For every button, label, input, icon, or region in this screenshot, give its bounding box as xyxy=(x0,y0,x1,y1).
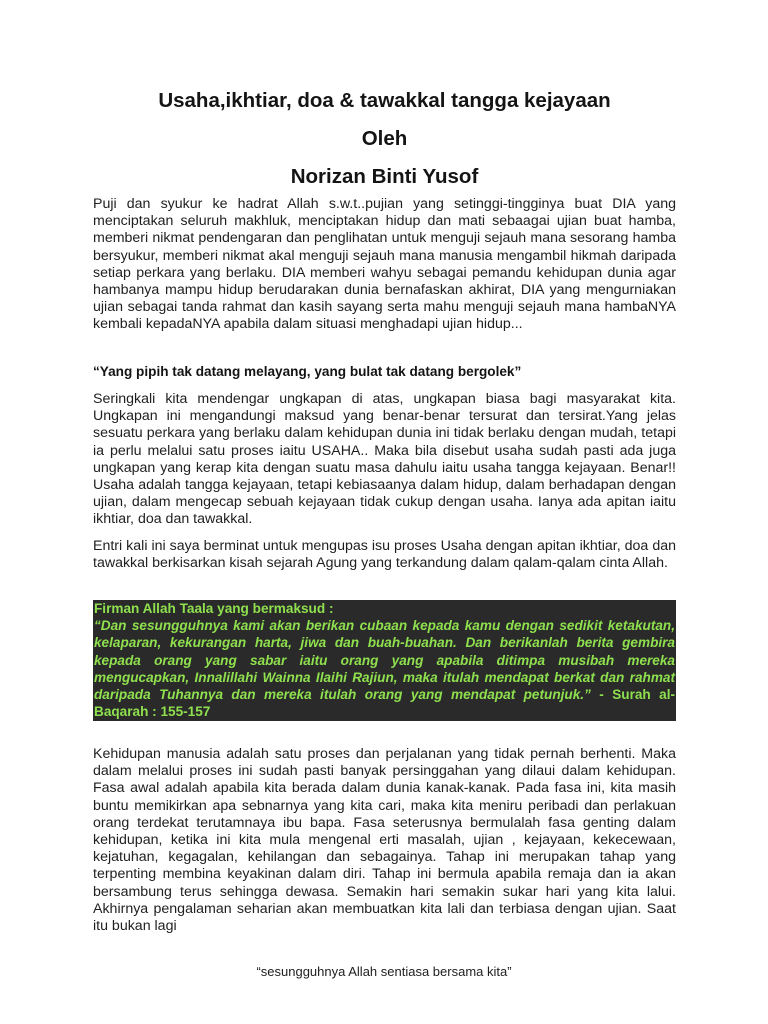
verse-source: - Surah al-Baqarah : 155-157 xyxy=(94,687,676,720)
verse-text: “Dan sesungguhnya kami akan berikan cubaan kepada kamu dengan sedikit ketakutan, kelaparan, kekurangan harta, jiwa dan buah-buahan. Dan berikanlah berita gembira kepada orang yang sabar iaitu orang yang apabila ditimpa musibah mereka mengucapkan, Innalillahi Wainna Ilaihi Rajiun, maka itulah mendapat berkat dan rahmat daripada Tuhannya dan mereka itulah orang yang mendapat petunjuk.” xyxy=(94,618,675,703)
document-title: Usaha,ikhtiar, doa & tawakkal tangga kejayaan xyxy=(158,89,611,112)
verse-heading: Firman Allah Taala yang bermaksud : xyxy=(94,601,334,616)
quran-verse-block xyxy=(93,600,676,721)
body-paragraph-3: Entri kali ini saya berminat untuk mengupas isu proses Usaha dengan apitan ikhtiar, doa dan tawakkal berkisarkan kisah sejarah Agung yang terkandung dalam qalam-qalam cinta Allah. xyxy=(93,538,676,572)
author-name: Norizan Binti Yusof xyxy=(290,165,479,188)
page-footer: “sesungguhnya Allah sentiasa bersama kita” xyxy=(256,964,512,979)
proverb-quote: “Yang pipih tak datang melayang, yang bulat tak datang bergolek” xyxy=(93,364,522,379)
body-paragraph-2: Seringkali kita mendengar ungkapan di atas, ungkapan biasa bagi masyarakat kita. Ungkapan ini mengandungi maksud yang benar-benar tersurat dan tersirat.Yang jelas sesuatu perkara yang berlaku dalam kehidupan dunia ini tidak berlaku dengan mudah, tetapi ia perlu melalui satu proses iaitu USAHA.. Maka bila disebut usaha sudah pasti ada juga ungkapan yang kerap kita dengan suatu masa dahulu iaitu usaha tangga kejayaan. Benar!! Usaha adalah tangga kejayaan, tetapi kebiasaanya dalam hidup, dalam berhadapan dengan ujian, dalam mengecap sebuah kejayaan tidak cukup dengan usaha. Ianya ada apitan iaitu ikhtiar, doa dan tawakkal. xyxy=(93,391,676,528)
body-paragraph-4: Kehidupan manusia adalah satu proses dan perjalanan yang tidak pernah berhenti. Maka dalam melalui proses ini sudah pasti banyak persinggahan yang dilaui dalam kehidupan. Fasa awal adalah apabila kita berada dalam dunia kanak-kanak. Pada fasa ini, kita masih buntu memikirkan apa sebnarnya yang kita cari, maka kita meniru peribadi dan perlakuan orang terdekat terutamnaya ibu bapa. Fasa seterusnya bermulalah fasa genting dalam kehidupan, ketika ini kita mula mengenal erti masalah, ujian , kejayaan, kekecewaan, kejatuhan, kegagalan, kehilangan dan sebagainya. Tahap ini merupakan tahap yang terpenting membina keyakinan dalam diri. Tahap ini bermula apabila remaja dan ia akan bersambung terus sehingga dewasa. Semakin hari semakin sukar hari yang kita lalui. Akhirnya pengalaman seharian akan membuatkan kita lali dan terbiasa dengan ujian. Saat itu bukan lagi xyxy=(93,746,676,935)
byline-label: Oleh xyxy=(361,127,408,150)
intro-paragraph: Puji dan syukur ke hadrat Allah s.w.t..pujian yang setinggi-tingginya buat DIA yang menciptakan seluruh makhluk, menciptakan hidup dan mati sebaagai ujian buat hamba, memberi nikmat pendengaran dan penglihatan untuk menguji sejauh mana sesorang hamba bersyukur, memberi nikmat akal menguji sejauh mana manusia mengambil hikmah daripada setiap perkara yang berlaku. DIA memberi wahyu sebagai pemandu kehidupan dunia agar hambanya mampu hidup berudarakan dunia bernafaskan akhirat, DIA yang mengurniakan ujian sebagai tanda rahmat dan kasih sayang serta mahu menguji sejauh mana hambaNYA kembali kepadaNYA apabila dalam situasi menghadapi ujian hidup... xyxy=(93,196,676,333)
